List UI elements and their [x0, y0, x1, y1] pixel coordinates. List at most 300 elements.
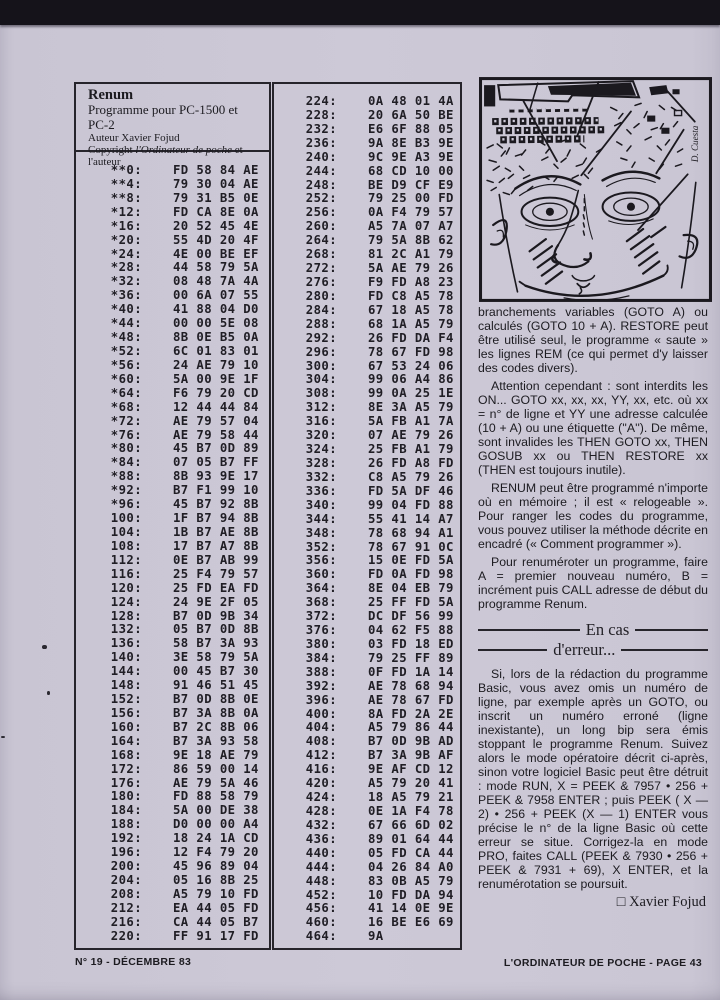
listing-bytes: 83 0B A5 79 — [368, 873, 454, 888]
heading-text: En cas — [585, 620, 630, 639]
listing-address: 276: — [305, 274, 337, 289]
article-bottom — [478, 667, 708, 891]
listing-bytes: FD 0A FD 98 — [368, 567, 454, 582]
listing-address: 264: — [305, 233, 337, 248]
listing-address: 308: — [305, 386, 337, 401]
listing-address: 248: — [305, 177, 337, 192]
listing-address: 444: — [305, 859, 337, 874]
listing-bytes: 45 B7 0D 89 — [173, 441, 259, 456]
listing-address: *68: — [110, 399, 142, 414]
listing-row — [299, 666, 460, 680]
listing-address: 340: — [305, 497, 337, 512]
listing-address: 428: — [305, 804, 337, 819]
listing-bytes: 79 30 04 AE — [173, 176, 259, 191]
listing-row — [104, 888, 269, 902]
listing-bytes: 67 18 A5 78 — [368, 302, 454, 317]
listing-address: 172: — [110, 761, 142, 776]
listing-address: *52: — [110, 343, 142, 358]
listing-row — [299, 220, 460, 234]
hex-listing-left — [76, 152, 269, 944]
listing-bytes: 44 58 79 5A — [173, 260, 259, 275]
listing-address: 168: — [110, 747, 142, 762]
listing-bytes: 0E 1A F4 78 — [368, 804, 454, 819]
listing-address: 332: — [305, 469, 337, 484]
listing-row — [104, 582, 269, 596]
listing-address: 148: — [110, 678, 142, 693]
listing-address: 440: — [305, 845, 337, 860]
listing-address: 164: — [110, 733, 142, 748]
listing-address: *56: — [110, 357, 142, 372]
listing-bytes: 00 6A 07 55 — [173, 288, 259, 303]
listing-row — [104, 540, 269, 554]
listing-address: 300: — [305, 358, 337, 373]
listing-bytes: 18 A5 79 21 — [368, 790, 454, 805]
listing-bytes: 8E 04 EB 79 — [368, 581, 454, 596]
heading-rule — [478, 649, 547, 651]
listing-address: 228: — [305, 107, 337, 122]
listing-row — [299, 373, 460, 387]
listing-address: 452: — [305, 887, 337, 902]
listing-row — [104, 568, 269, 582]
listing-row — [299, 916, 460, 930]
listing-bytes: 79 25 00 FD — [368, 191, 454, 206]
listing-bytes: A5 79 10 FD — [173, 886, 259, 901]
listing-address: *64: — [110, 385, 142, 400]
listing-bytes: 79 5A 8B 62 — [368, 233, 454, 248]
listing-row — [104, 234, 269, 248]
listing-address: 216: — [110, 914, 142, 929]
listing-address: 404: — [305, 720, 337, 735]
listing-bytes: 5A AE 79 26 — [368, 261, 454, 276]
listing-address: 208: — [110, 886, 142, 901]
listing-row — [104, 610, 269, 624]
listing-row — [299, 499, 460, 513]
listing-bytes: 9A — [368, 929, 384, 944]
listing-address: **4: — [110, 176, 142, 191]
listing-row — [299, 527, 460, 541]
listing-address: 364: — [305, 581, 337, 596]
listing-row — [104, 442, 269, 456]
error-heading-line2 — [478, 640, 708, 660]
listing-address: *88: — [110, 469, 142, 484]
listing-row — [299, 721, 460, 735]
listing-row — [299, 471, 460, 485]
listing-address: 268: — [305, 247, 337, 262]
listing-bytes: 3E 58 79 5A — [173, 650, 259, 665]
listing-bytes: 55 4D 20 4F — [173, 232, 259, 247]
listing-bytes: 03 FD 18 ED — [368, 636, 454, 651]
listing-bytes: 8B 0E B5 0A — [173, 330, 259, 345]
listing-bytes: B7 3A 9B AF — [368, 748, 454, 763]
listing-bytes: DC DF 56 99 — [368, 609, 454, 624]
listing-row — [299, 596, 460, 610]
listing-address: 120: — [110, 580, 142, 595]
author-signature — [478, 895, 708, 909]
listing-bytes: A5 7A 07 A7 — [368, 219, 454, 234]
listing-bytes: 05 FD CA 44 — [368, 845, 454, 860]
listing-address: **8: — [110, 190, 142, 205]
listing-address: 456: — [305, 901, 337, 916]
listing-row — [104, 596, 269, 610]
listing-address: *92: — [110, 483, 142, 498]
listing-address: 380: — [305, 636, 337, 651]
paragraph: Pour renuméroter un programme, faire A = premier nouveau numéro, B = incrément puis CALL adresse de début du programme Renum. — [478, 555, 708, 611]
listing-row — [299, 541, 460, 555]
listing-bytes: FD CA 8E 0A — [173, 204, 259, 219]
listing-bytes: C8 A5 79 26 — [368, 469, 454, 484]
listing-row — [299, 387, 460, 401]
listing-bytes: E6 6F 88 05 — [368, 121, 454, 136]
listing-row — [104, 735, 269, 749]
listing-address: 184: — [110, 803, 142, 818]
paragraph: Si, lors de la rédaction du programme Basic, vous avez omis un numéro de ligne, par exemple après un GOTO, ou inscrit un numéro erroné (ligne inexistante), un long bip sera émis stoppant le programme Renum. Suivez alors le mode opératoire décrit ci-après, sinon votre logiciel Basic peut être détruit : mode RUN, X = PEEK & 7957 • 256 + PEEK & 7958 ENTER ; puis PEEK ( X — 2) • 256 + PEEK (X — 1) ENTER vous précise le n° de la ligne Basic où cette erreur se situe. Corrigez-la en mode PRO, faites CALL (PEEK & 7930 • 256 + PEEK & 7931 + 69), X ENTER, et la renumérotation se poursuit. — [478, 667, 708, 891]
listing-address: 100: — [110, 511, 142, 526]
listing-row — [299, 95, 460, 109]
footer-magazine: L'ORDINATEUR DE POCHE - PAGE 43 — [503, 957, 702, 969]
listing-bytes: BE D9 CF E9 — [368, 177, 454, 192]
listing-address: 200: — [110, 859, 142, 874]
listing-bytes: 0A F4 79 57 — [368, 205, 454, 220]
listing-bytes: B7 F1 99 10 — [173, 483, 259, 498]
listing-address: 180: — [110, 789, 142, 804]
listing-bytes: 45 96 89 04 — [173, 859, 259, 874]
listing-row — [299, 179, 460, 193]
listing-row — [104, 916, 269, 930]
listing-bytes: 0A 48 01 4A — [368, 94, 454, 108]
listing-address: **0: — [110, 163, 142, 177]
listing-address: 132: — [110, 622, 142, 637]
listing-address: 188: — [110, 817, 142, 832]
listing-address: 284: — [305, 302, 337, 317]
listing-address: 236: — [305, 135, 337, 150]
listing-bytes: 58 B7 3A 93 — [173, 636, 259, 651]
article-column — [478, 305, 708, 909]
illustrator-signature: D. Cuesta — [689, 125, 700, 163]
listing-bytes: B7 2C 8B 06 — [173, 719, 259, 734]
listing-row — [299, 652, 460, 666]
listing-address: *32: — [110, 274, 142, 289]
listing-address: 244: — [305, 163, 337, 178]
listing-bytes: AE 79 5A 46 — [173, 775, 259, 790]
listing-row — [299, 624, 460, 638]
listing-row — [299, 401, 460, 415]
listing-address: 436: — [305, 831, 337, 846]
listing-address: 256: — [305, 205, 337, 220]
listing-row — [299, 318, 460, 332]
error-heading-line1 — [478, 620, 708, 640]
listing-row — [299, 680, 460, 694]
listing-row — [299, 777, 460, 791]
listing-bytes: 00 00 5E 08 — [173, 316, 259, 331]
listing-row — [104, 401, 269, 415]
listing-bytes: 04 26 84 A0 — [368, 859, 454, 874]
listing-bytes: 04 62 F5 88 — [368, 623, 454, 638]
paragraph: branchements variables (GOTO A) ou calculés (GOTO 10 + A). RESTORE peut être utilisé seul, le programme « saute » les lignes REM (ce qui permet d'y laisser des codes divers). — [478, 305, 708, 375]
listing-address: 144: — [110, 664, 142, 679]
listing-bytes: 5A 00 9E 1F — [173, 371, 259, 386]
listing-address: 320: — [305, 428, 337, 443]
copyright-prefix: Copyright — [88, 144, 136, 156]
heading-rule — [621, 649, 708, 651]
face-sketch-svg — [479, 77, 712, 302]
listing-row — [104, 289, 269, 303]
listing-bytes: 5A FB A1 7A — [368, 414, 454, 429]
listing-address: 252: — [305, 191, 337, 206]
listing-bytes: 9E 18 AE 79 — [173, 747, 259, 762]
listing-bytes: 41 14 0E 9E — [368, 901, 454, 916]
listing-bytes: 81 2C A1 79 — [368, 247, 454, 262]
listing-row — [299, 638, 460, 652]
listing-row — [299, 861, 460, 875]
listing-address: 140: — [110, 650, 142, 665]
listing-row — [104, 456, 269, 470]
listing-row — [104, 623, 269, 637]
listing-bytes: 99 04 FD 88 — [368, 497, 454, 512]
listing-row — [299, 290, 460, 304]
listing-address: *16: — [110, 218, 142, 233]
listing-row — [104, 484, 269, 498]
listing-row — [104, 846, 269, 860]
paragraph: RENUM peut être programmé n'importe où en mémoire ; il est « relogeable ». Pour ranger les codes du programme, vous pouvez utiliser la méthode décrite en encadré (« Comment programmer »). — [478, 481, 708, 551]
listing-bytes: 89 01 64 44 — [368, 831, 454, 846]
listing-bytes: 12 44 44 84 — [173, 399, 259, 414]
listing-row — [104, 749, 269, 763]
listing-row — [104, 651, 269, 665]
listing-bytes: B7 0D 9B 34 — [173, 608, 259, 623]
listing-bytes: B7 0D 9B AD — [368, 734, 454, 749]
listing-address: 356: — [305, 553, 337, 568]
listing-address: 344: — [305, 511, 337, 526]
listing-bytes: 26 FD A8 FD — [368, 455, 454, 470]
listing-address: 160: — [110, 719, 142, 734]
listing-address: *28: — [110, 260, 142, 275]
listing-row — [104, 763, 269, 777]
listing-bytes: 25 FD EA FD — [173, 580, 259, 595]
listing-address: 192: — [110, 831, 142, 846]
listing-row — [104, 526, 269, 540]
listing-address: 384: — [305, 650, 337, 665]
listing-bytes: 9E AF CD 12 — [368, 762, 454, 777]
listing-address: *84: — [110, 455, 142, 470]
listing-address: *96: — [110, 497, 142, 512]
listing-row — [299, 360, 460, 374]
listing-bytes: 91 46 51 45 — [173, 678, 259, 693]
listing-bytes: 15 0E FD 5A — [368, 553, 454, 568]
listing-address: 324: — [305, 442, 337, 457]
listing-bytes: B7 0D 8B 0E — [173, 692, 259, 707]
listing-address: *24: — [110, 246, 142, 261]
listing-bytes: 17 B7 A7 8B — [173, 538, 259, 553]
listing-row — [299, 276, 460, 290]
listing-row — [299, 192, 460, 206]
listing-row — [299, 151, 460, 165]
listing-address: 460: — [305, 915, 337, 930]
listing-address: 328: — [305, 455, 337, 470]
signature-name: Xavier Fojud — [629, 894, 706, 910]
listing-bytes: AE 78 67 FD — [368, 692, 454, 707]
listing-row — [299, 582, 460, 596]
ink-speck — [1, 736, 5, 738]
listing-row — [299, 735, 460, 749]
listing-bytes: 07 AE 79 26 — [368, 428, 454, 443]
listing-row — [104, 818, 269, 832]
listing-bytes: 6C 01 83 01 — [173, 343, 259, 358]
listing-row — [299, 304, 460, 318]
listing-row — [299, 415, 460, 429]
listing-address: 420: — [305, 776, 337, 791]
listing-bytes: 1B B7 AE 8B — [173, 524, 259, 539]
listing-row — [299, 819, 460, 833]
listing-bytes: 12 F4 79 20 — [173, 845, 259, 860]
listing-row — [104, 206, 269, 220]
listing-address: 212: — [110, 900, 142, 915]
listing-row — [104, 930, 269, 944]
listing-address: 424: — [305, 790, 337, 805]
listing-row — [104, 804, 269, 818]
listing-row — [104, 874, 269, 888]
listing-address: 204: — [110, 873, 142, 888]
listing-row — [104, 679, 269, 693]
program-header — [76, 84, 269, 168]
listing-address: 288: — [305, 316, 337, 331]
article-top — [478, 305, 708, 611]
listing-row — [299, 805, 460, 819]
listing-address: 104: — [110, 524, 142, 539]
footer-issue: N° 19 - DÉCEMBRE 83 — [75, 956, 192, 968]
listing-bytes: 8E 3A A5 79 — [368, 400, 454, 415]
listing-bytes: A5 79 20 41 — [368, 776, 454, 791]
listing-row — [299, 708, 460, 722]
listing-address: *40: — [110, 302, 142, 317]
listing-row — [104, 164, 269, 178]
listing-bytes: 00 45 B7 30 — [173, 664, 259, 679]
listing-address: 176: — [110, 775, 142, 790]
listing-row — [299, 206, 460, 220]
listing-bytes: 79 31 B5 0E — [173, 190, 259, 205]
program-author: Auteur Xavier Fojud — [88, 132, 180, 144]
listing-bytes: D0 00 00 A4 — [173, 817, 259, 832]
listing-row — [104, 192, 269, 206]
listing-address: 388: — [305, 664, 337, 679]
listing-address: 124: — [110, 594, 142, 609]
listing-bytes: 67 53 24 06 — [368, 358, 454, 373]
listing-row — [104, 902, 269, 916]
listing-bytes: 10 FD DA 94 — [368, 887, 454, 902]
listing-row — [104, 832, 269, 846]
listing-row — [104, 178, 269, 192]
listing-row — [299, 443, 460, 457]
listing-bytes: 05 B7 0D 8B — [173, 622, 259, 637]
listing-row — [104, 860, 269, 874]
listing-bytes: 24 AE 79 10 — [173, 357, 259, 372]
listing-row — [299, 429, 460, 443]
listing-address: 316: — [305, 414, 337, 429]
listing-address: 136: — [110, 636, 142, 651]
listing-row — [104, 220, 269, 234]
listing-row — [299, 554, 460, 568]
listing-bytes: 07 05 B7 FF — [173, 455, 259, 470]
listing-row — [299, 763, 460, 777]
listing-row — [299, 694, 460, 708]
middle-listing-box — [272, 82, 462, 950]
listing-address: 220: — [110, 928, 142, 943]
program-title: Renum — [88, 87, 134, 103]
ink-speck — [47, 691, 50, 695]
listing-bytes: 4E 00 BE EF — [173, 246, 259, 261]
listing-row — [104, 248, 269, 262]
listing-address: 272: — [305, 261, 337, 276]
listing-bytes: 8B 93 9E 17 — [173, 469, 259, 484]
listing-row — [299, 332, 460, 346]
listing-address: 376: — [305, 623, 337, 638]
listing-address: 112: — [110, 552, 142, 567]
listing-row — [104, 345, 269, 359]
listing-row — [299, 109, 460, 123]
listing-bytes: 0E B7 AB 99 — [173, 552, 259, 567]
listing-row — [299, 833, 460, 847]
listing-bytes: 16 BE E6 69 — [368, 915, 454, 930]
listing-address: 432: — [305, 817, 337, 832]
listing-address: 336: — [305, 483, 337, 498]
signature-box-glyph: □ — [616, 894, 626, 910]
listing-bytes: 25 FF FD 5A — [368, 595, 454, 610]
listing-bytes: FF 91 17 FD — [173, 928, 259, 943]
listing-row — [299, 889, 460, 903]
listing-bytes: 68 1A A5 79 — [368, 316, 454, 331]
copyright-magazine: l'Ordinateur de poche — [135, 144, 233, 156]
listing-row — [104, 554, 269, 568]
listing-row — [299, 568, 460, 582]
listing-bytes: F9 FD A8 23 — [368, 274, 454, 289]
listing-bytes: 8A FD 2A 2E — [368, 706, 454, 721]
listing-row — [104, 359, 269, 373]
listing-address: 296: — [305, 344, 337, 359]
listing-row — [104, 261, 269, 275]
listing-row — [104, 387, 269, 401]
listing-row — [104, 790, 269, 804]
paragraph: Attention cependant : sont interdits les ON... GOTO xx, xx, xx, YY, xx, etc. où xx = n° de ligne et YY une adresse calculée (10 + A) ou une étiquette (''A''). De même, sont invalides les THEN GOTO xx, THEN GOSUB xx ou THEN RESTORE xx (THEN est toujours inutile). — [478, 379, 708, 477]
listing-address: 360: — [305, 567, 337, 582]
listing-bytes: 41 88 04 D0 — [173, 302, 259, 317]
listing-address: 412: — [305, 748, 337, 763]
listing-row — [299, 791, 460, 805]
listing-bytes: 25 F4 79 57 — [173, 566, 259, 581]
listing-bytes: EA 44 05 FD — [173, 900, 259, 915]
listing-address: 240: — [305, 149, 337, 164]
error-heading — [478, 620, 708, 660]
listing-address: 232: — [305, 121, 337, 136]
listing-bytes: 68 CD 10 00 — [368, 163, 454, 178]
listing-row — [104, 470, 269, 484]
listing-bytes: 9A 8E B3 9E — [368, 135, 454, 150]
listing-bytes: 99 06 A4 86 — [368, 372, 454, 387]
listing-bytes: 9C 9E A3 9E — [368, 149, 454, 164]
listing-address: 116: — [110, 566, 142, 581]
listing-bytes: AE 78 68 94 — [368, 678, 454, 693]
listing-address: *76: — [110, 427, 142, 442]
listing-row — [104, 777, 269, 791]
listing-bytes: 20 52 45 4E — [173, 218, 259, 233]
listing-address: *80: — [110, 441, 142, 456]
listing-row — [104, 498, 269, 512]
listing-bytes: 18 24 1A CD — [173, 831, 259, 846]
listing-address: 392: — [305, 678, 337, 693]
listing-bytes: 86 59 00 14 — [173, 761, 259, 776]
listing-bytes: 1F B7 94 8B — [173, 511, 259, 526]
listing-address: 280: — [305, 288, 337, 303]
heading-text: d'erreur... — [553, 640, 616, 659]
listing-bytes: 25 FB A1 79 — [368, 442, 454, 457]
